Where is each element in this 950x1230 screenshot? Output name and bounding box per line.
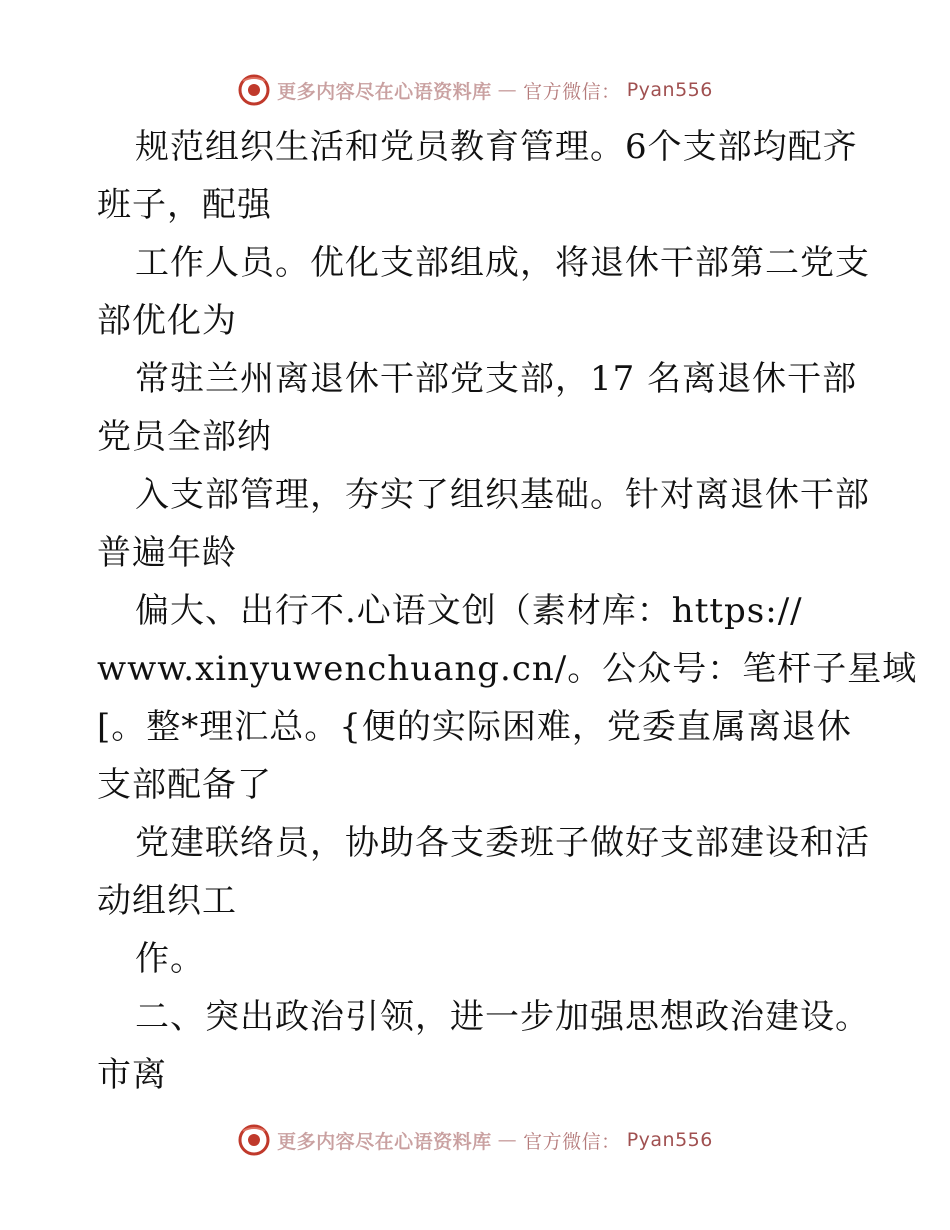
- body-line: 动组织工: [97, 881, 237, 921]
- footer-banner-wechat-label: 官方微信：: [523, 1130, 621, 1153]
- footer-banner-wechat-id: Pyan556: [626, 1129, 713, 1151]
- body-line: [。整*理汇总。{便的实际困难，党委直属离退休: [97, 707, 852, 747]
- header-banner-wechat-label: 官方微信：: [523, 80, 621, 103]
- brand-logo-icon: [237, 73, 271, 107]
- header-banner-title: 更多内容尽在心语资料库: [277, 80, 492, 103]
- header-banner-wechat-id: Pyan556: [626, 79, 713, 101]
- footer-banner-dash: —: [497, 1129, 518, 1151]
- body-line: 规范组织生活和党员教育管理。6个支部均配齐: [135, 127, 858, 167]
- body-line: 普遍年龄: [97, 533, 237, 573]
- section-heading-line: 二、突出政治引领，进一步加强思想政治建设。: [135, 997, 870, 1037]
- body-line: 党建联络员，协助各支委班子做好支部建设和活: [135, 823, 870, 863]
- document-body: [97, 118, 918, 1104]
- brand-logo-icon: [237, 1123, 271, 1157]
- header-watermark: [0, 70, 950, 110]
- header-banner-dash: —: [497, 79, 518, 101]
- body-line: www.xinyuwenchuang.cn/。公众号：笔杆子星域: [97, 649, 918, 689]
- footer-banner-title: 更多内容尽在心语资料库: [277, 1130, 492, 1153]
- body-line: 部优化为: [97, 301, 237, 341]
- body-line: 常驻兰州离退休干部党支部，17 名离退休干部: [135, 359, 858, 399]
- body-line: 班子，配强: [97, 185, 272, 225]
- body-line: 入支部管理，夯实了组织基础。针对离退休干部: [135, 475, 870, 515]
- body-line: 党员全部纳: [97, 417, 272, 457]
- footer-watermark: [0, 1120, 950, 1160]
- body-line: 市离: [97, 1055, 167, 1095]
- body-line: 工作人员。优化支部组成，将退休干部第二党支: [135, 243, 870, 283]
- body-line: 支部配备了: [97, 765, 272, 805]
- body-line: 作。: [135, 939, 205, 979]
- body-line: 偏大、出行不.心语文创（素材库：https://: [135, 591, 803, 631]
